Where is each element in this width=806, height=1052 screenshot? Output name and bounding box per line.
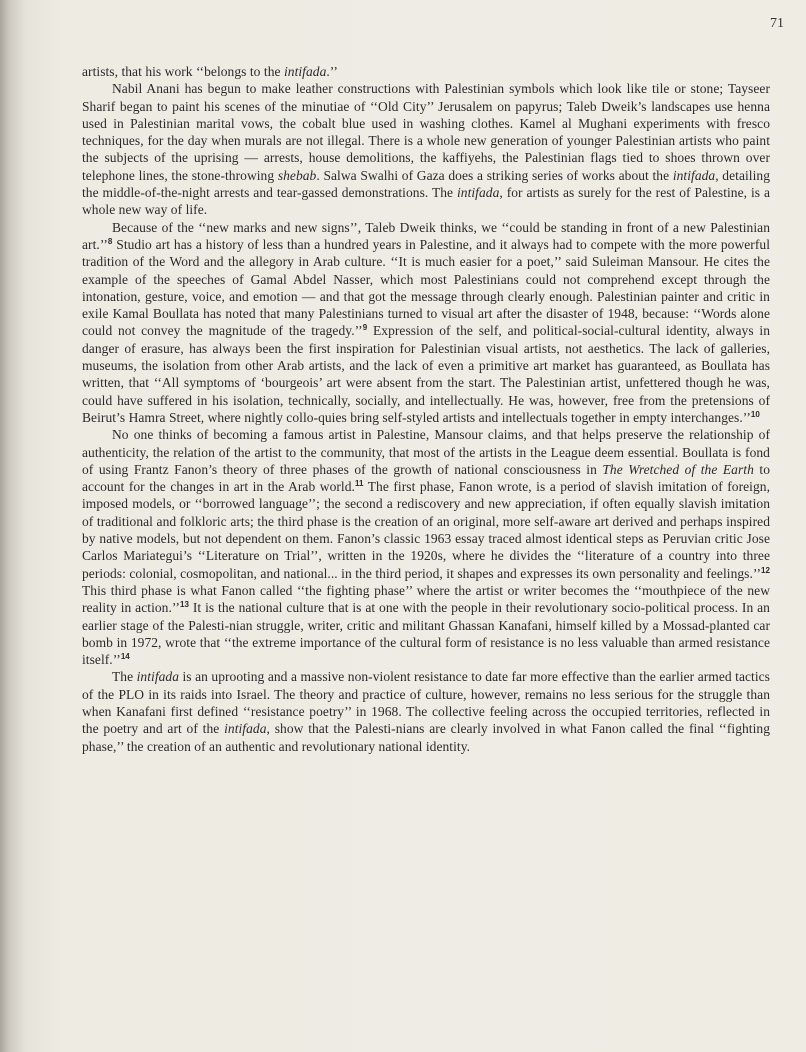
text-run: Nabil Anani has begun to make leather constructions with Palestinian symbols which look like tile or stone; Tayseer Sharif began to paint his scenes of the minutiae of ‘‘Old City’’ Jerusalem on papyrus; Taleb Dweik’s landscapes use henna used in Palestinian marital vows, the cobalt blue used in washing clothes. Kamel al Mughani experiments with fresco techniques, for the day when murals are not illegal. There is a whole new generation of younger Palestinian artists who paint the subjects of the uprising — arrests, house demolitions, the kaffiyehs, the Palestinian flags tied to shoes thrown over telephone lines, the stone-throwing bbox=[82, 81, 770, 183]
paragraph bbox=[82, 80, 770, 218]
italic-text: shebab bbox=[277, 167, 317, 183]
footnote-marker: 13 bbox=[179, 600, 189, 610]
text-run: artists, that his work ‘‘belongs to the bbox=[82, 64, 284, 79]
footnote-marker: 12 bbox=[761, 565, 770, 575]
italic-text: intifada bbox=[283, 64, 327, 79]
italic-text: intifada bbox=[136, 669, 180, 685]
paragraph bbox=[82, 668, 770, 754]
paragraph bbox=[82, 219, 770, 427]
footnote-marker: 10 bbox=[750, 409, 760, 419]
footnote-marker: 14 bbox=[120, 652, 130, 662]
footnote-marker: 8 bbox=[107, 236, 113, 246]
text-run: is an uprooting and a massive non-violent resistance to date far more effective than the earlier armed tactics of the PLO in its raids into Israel. The theory and practice of culture, however, remains no less serious for the struggle than when Kanafani first defined ‘‘resistance poetry’’ in 1968. The collective feeling across the occupied territories, reflected in the poetry and art of the bbox=[82, 669, 770, 737]
text-run: to account for the changes in art in the Arab world. bbox=[82, 461, 770, 495]
text-run: , show that the Palesti-nians are clearly involved in what Fanon called the final ‘‘fighting phase,’’ the creation of an authentic and revolutionary national identity. bbox=[82, 721, 771, 754]
text-run: This third phase is what Fanon called ‘‘the fighting phase’’ where the artist or writer becomes the ‘‘mouthpiece of the new reality in action.’’ bbox=[82, 582, 770, 616]
text-run: The bbox=[112, 669, 137, 685]
italic-text: intifada bbox=[456, 185, 500, 201]
text-run: .’’ bbox=[326, 64, 338, 79]
paragraph bbox=[82, 426, 770, 668]
paragraph bbox=[82, 63, 770, 80]
text-run: The first phase, Fanon wrote, is a period of slavish imitation of foreign, imposed models, or ‘‘borrowed language’’; the second a rediscovery and new appreciation, if often equally slavish imitation of traditional and folkloric arts; the third phase is the creation of an original, more self-aware art derived and perhaps inspired by native models, but not dependent on them. Fanon’s classic 1963 essay traced almost identical steps as Peruvian critic Jose Carlos Mariategui’s ‘‘Literature on Trial’’, written in the 1920s, where he divides the ‘‘literature of a country into three periods: colonial, cosmopolitan, and national... in the third period, it shapes and expresses its own personality and feelings.’’ bbox=[82, 479, 771, 581]
text-run: Studio art has a history of less than a hundred years in Palestine, and it always had to compete with the more powerful tradition of the Word and the allegory in Arab culture. ‘‘It is much easier for a poet,’’ said Suleiman Mansour. He cites the example of the speeches of Gamal Abdel Nasser, which most Palestinians could not comprehend except through the intonation, gesture, voice, and emotion — and that got the message through clearly enough. Palestinian painter and critic in exile Kamal Boullata has noted that many Palestinians turned to visual art after the disaster of 1948, because: ‘‘Words alone could not convey the magnitude of the tragedy.’’ bbox=[82, 236, 770, 339]
page-number: 71 bbox=[770, 16, 784, 31]
text-run: It is the national culture that is at one with the people in their revolutionary socio-political process. In an earlier stage of the Palesti-nian struggle, writer, critic and militant Ghassan Kanafani, himself killed by a Mossad-planted car bomb in 1972, wrote that ‘‘the extreme importance of the cultural form of resistance is no less valuable than armed resistance itself.’’ bbox=[82, 600, 770, 668]
italic-text: intifada bbox=[672, 167, 716, 183]
italic-text: intifada bbox=[224, 721, 267, 737]
body-text bbox=[82, 63, 770, 755]
text-run: . Salwa Swalhi of Gaza does a striking series of works about the bbox=[316, 167, 673, 183]
text-run: No one thinks of becoming a famous artist in Palestine, Mansour claims, and that helps preserve the relationship of authenticity, the relation of the artist to the community, that most of the artists in the League deem essential. Boullata is fond of using Frantz Fanon’s theory of three phases of the growth of national consciousness in bbox=[82, 427, 770, 477]
text-run: Because of the ‘‘new marks and new signs’’, Taleb Dweik thinks, we ‘‘could be standing in front of a new Palestinian art.’’ bbox=[82, 219, 770, 252]
text-run: , detailing the middle-of-the-night arrests and tear-gassed demonstrations. The bbox=[82, 167, 770, 201]
footnote-marker: 9 bbox=[362, 323, 368, 333]
footnote-marker: 11 bbox=[354, 479, 364, 489]
italic-text: The Wretched of the Earth bbox=[602, 461, 754, 477]
text-run: , for artists as surely for the rest of Palestine, is a whole new way of life. bbox=[82, 185, 770, 218]
text-run: Expression of the self, and political-social-cultural identity, always in danger of erasure, has always been the first inspiration for Palestinian visual artists, not aesthetics. The lack of galleries, museums, the isolation from other Arab artists, and the lack of even a primitive art market has guaranteed, as Boullata has written, that ‘‘All symptoms of ‘bourgeois’ art were absent from the start. The Palestinian artist, unfettered though he was, could have suffered in his isolation, technically, socially, and intellectually. He was, however, free from the pretensions of Beirut’s Hamra Street, where nightly collo-quies bring self-styled artists and intellectuals together in empty interchanges.’’ bbox=[82, 323, 770, 425]
